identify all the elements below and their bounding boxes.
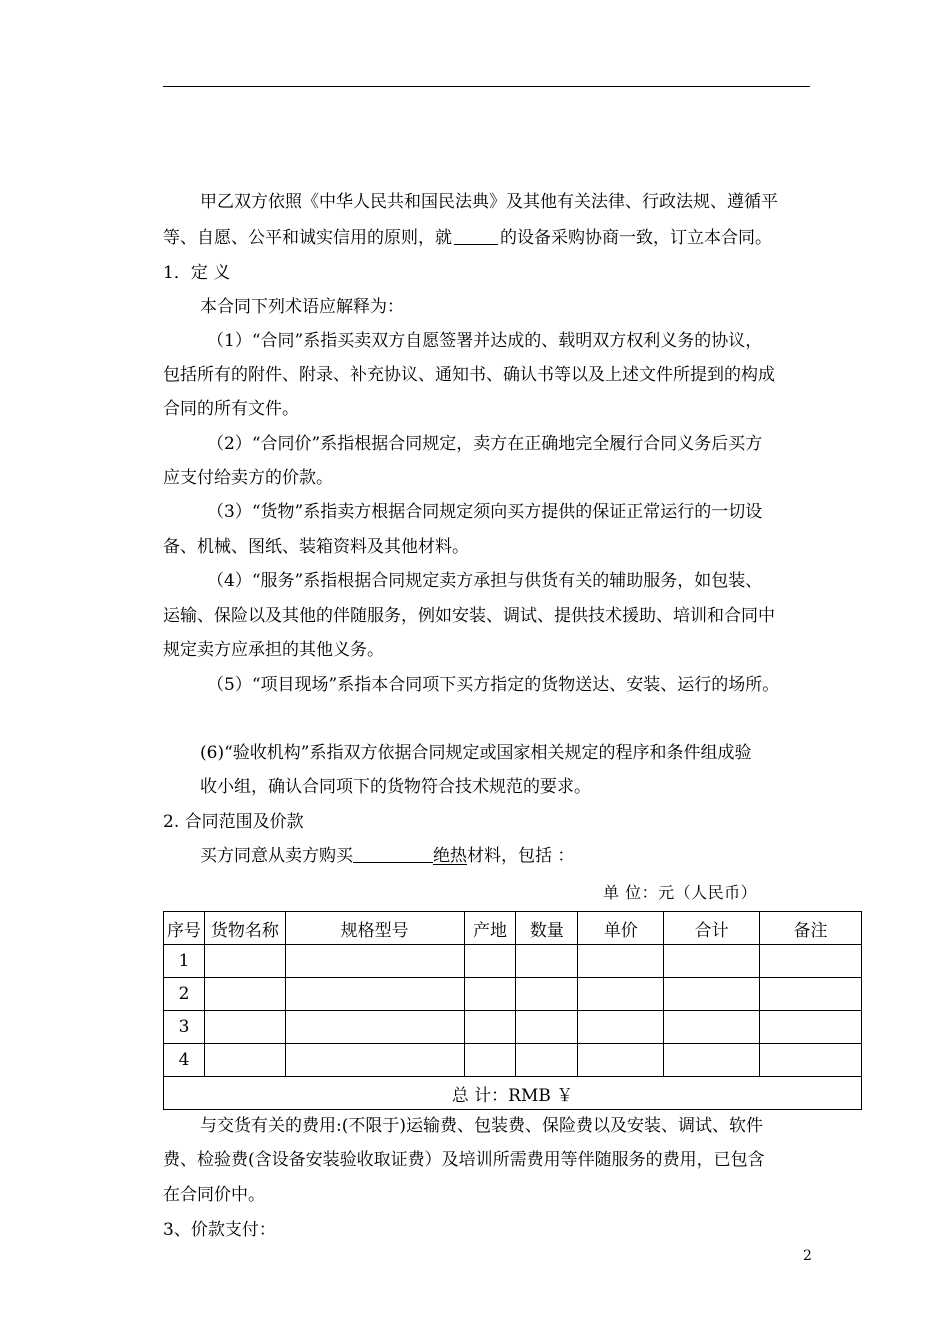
table-row xyxy=(164,1044,862,1077)
table-cell xyxy=(516,978,578,1011)
table-cell xyxy=(578,1011,664,1044)
intro-line-2b: 的设备采购协商一致，订立本合同。 xyxy=(500,228,772,248)
table-cell xyxy=(204,978,285,1011)
table-cell xyxy=(285,1044,464,1077)
fees-line-3: 在合同价中。 xyxy=(163,1185,265,1205)
table-cell: 1 xyxy=(164,945,205,978)
table-cell xyxy=(516,1044,578,1077)
section-2-heading: 2. 合同范围及价款 xyxy=(163,812,304,832)
table-cell xyxy=(464,945,516,978)
table-total-row xyxy=(164,1077,862,1110)
table-cell: 2 xyxy=(164,978,205,1011)
table-row xyxy=(164,978,862,1011)
fees-line-1: 与交货有关的费用:(不限于)运输费、包装费、保险费以及安装、调试、软件 xyxy=(200,1116,763,1136)
table-cell xyxy=(516,1011,578,1044)
table-total: 总 计：RMB ￥ xyxy=(164,1077,862,1110)
def-6-line-1: (6)“验收机构”系指双方依据合同规定或国家相关规定的程序和条件组成验 xyxy=(200,743,752,763)
col-header: 备注 xyxy=(760,912,862,945)
col-header: 合计 xyxy=(664,912,760,945)
def-1-line-2: 包括所有的附件、附录、补充协议、通知书、确认书等以及上述文件所提到的构成 xyxy=(163,365,775,385)
table-cell xyxy=(760,978,862,1011)
col-header: 产地 xyxy=(464,912,516,945)
fees-line-2: 费、检验费(含设备安装验收取证费）及培训所需费用等伴随服务的费用，已包含 xyxy=(163,1150,765,1170)
table-cell xyxy=(464,1044,516,1077)
table-cell xyxy=(204,1011,285,1044)
table-cell xyxy=(285,1011,464,1044)
table-row xyxy=(164,945,862,978)
page-number: 2 xyxy=(803,1248,812,1264)
col-header: 规格型号 xyxy=(285,912,464,945)
table-cell xyxy=(760,1044,862,1077)
intro-line-2a: 等、自愿、公平和诚实信用的原则，就 xyxy=(163,228,452,248)
table-cell xyxy=(664,1044,760,1077)
col-header: 货物名称 xyxy=(204,912,285,945)
def-1-line-3: 合同的所有文件。 xyxy=(163,399,299,419)
table-cell xyxy=(464,978,516,1011)
def-3-line-2: 备、机械、图纸、装箱资料及其他材料。 xyxy=(163,537,469,557)
def-3-line-1: （3）“货物”系指卖方根据合同规定须向买方提供的保证正常运行的一切设 xyxy=(207,502,763,522)
table-cell xyxy=(285,978,464,1011)
intro-line-1: 甲乙双方依照《中华人民共和国民法典》及其他有关法律、行政法规、遵循平 xyxy=(200,192,778,212)
purchase-line xyxy=(200,844,574,868)
table-cell xyxy=(516,945,578,978)
table-cell xyxy=(664,945,760,978)
table-cell xyxy=(760,945,862,978)
table-cell xyxy=(578,978,664,1011)
table-cell xyxy=(760,1011,862,1044)
table-cell xyxy=(578,1044,664,1077)
def-1-line-1: （1）“合同”系指买卖双方自愿签署并达成的、载明双方权利义务的协议， xyxy=(207,331,763,351)
table-cell xyxy=(204,1044,285,1077)
def-4-line-2: 运输、保险以及其他的伴随服务，例如安装、调试、提供技术援助、培训和合同中 xyxy=(163,606,775,626)
table-row xyxy=(164,1011,862,1044)
header-rule xyxy=(163,86,810,87)
table-cell: 3 xyxy=(164,1011,205,1044)
purchase-text-c: 材料，包括 ： xyxy=(467,846,575,866)
goods-table xyxy=(163,911,862,1110)
intro-line-2 xyxy=(163,226,772,250)
project-blank xyxy=(454,228,498,245)
section-3-heading: 3、价款支付： xyxy=(163,1220,276,1240)
table-cell: 4 xyxy=(164,1044,205,1077)
table-cell xyxy=(578,945,664,978)
col-header: 数量 xyxy=(516,912,578,945)
table-cell xyxy=(464,1011,516,1044)
def-5: （5）“项目现场”系指本合同项下买方指定的货物送达、安装、运行的场所。 xyxy=(207,675,780,695)
def-2-line-2: 应支付给卖方的价款。 xyxy=(163,468,333,488)
purchase-material: 绝热 xyxy=(433,846,467,866)
col-header: 单价 xyxy=(578,912,664,945)
table-header-row xyxy=(164,912,862,945)
purchase-blank xyxy=(353,846,433,863)
def-2-line-1: （2）“合同价”系指根据合同规定，卖方在正确地完全履行合同义务后买方 xyxy=(207,434,763,454)
col-header: 序号 xyxy=(164,912,205,945)
purchase-text-a: 买方同意从卖方购买 xyxy=(200,846,353,866)
definitions-lead: 本合同下列术语应解释为： xyxy=(200,297,404,317)
currency-unit: 单 位：元（人民币） xyxy=(603,883,758,902)
table-cell xyxy=(285,945,464,978)
def-4-line-3: 规定卖方应承担的其他义务。 xyxy=(163,640,384,660)
table-cell xyxy=(204,945,285,978)
def-4-line-1: （4）“服务”系指根据合同规定卖方承担与供货有关的辅助服务，如包装、 xyxy=(207,571,763,591)
section-1-heading: 1．定 义 xyxy=(163,263,231,283)
table-cell xyxy=(664,1011,760,1044)
table-cell xyxy=(664,978,760,1011)
def-6-line-2: 收小组，确认合同项下的货物符合技术规范的要求。 xyxy=(200,777,591,797)
